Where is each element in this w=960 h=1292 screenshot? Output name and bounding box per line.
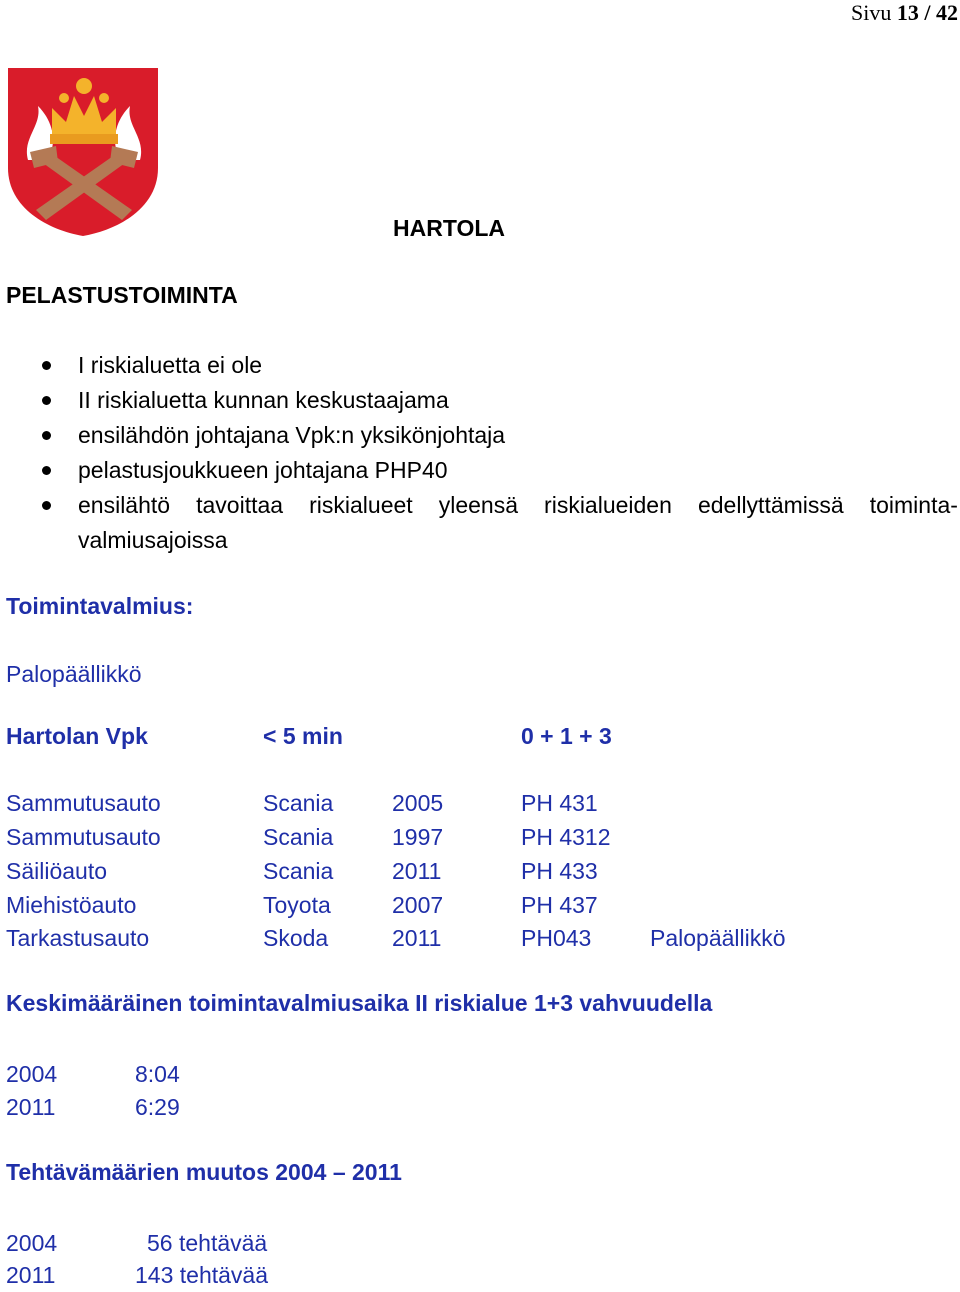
bullet-icon [42,466,51,475]
table-row: Sammutusauto Scania 1997 PH 4312 [6,824,611,850]
page-total: 42 [936,0,958,25]
table-row: Tarkastusauto Skoda 2011 PH043 Palopäällikkö [6,925,786,951]
section-heading: PELASTUSTOIMINTA [6,282,238,308]
readiness-heading: Toimintavalmius: [6,593,194,619]
list-item [0,488,960,557]
table-row: 2004 8:04 [6,1061,180,1087]
bullet-list [0,348,960,557]
bullet-icon [42,361,51,370]
page-title: HARTOLA [393,215,506,241]
chief-label: Palopäällikkö [6,661,142,687]
bullet-icon [42,431,51,440]
table-row: 2004 56 tehtävää [6,1230,268,1256]
page-number [851,0,958,26]
tasks-heading: Tehtävämäärien muutos 2004 – 2011 [6,1159,402,1185]
table-row: Miehistöauto Toyota 2007 PH 437 [6,892,598,918]
table-row: 2011 6:29 [6,1094,180,1120]
bullet-icon [42,396,51,405]
page-separator: / [924,0,931,25]
page-prefix: Sivu [851,0,892,25]
list-item: ensilähdön johtajana Vpk:n yksikönjohtaja [0,418,960,453]
station-row [0,719,960,753]
bullet-long-line2: valmiusajoissa [78,527,228,553]
table-row: 2011 143 tehtävää [6,1262,269,1288]
page-current: 13 [896,0,919,25]
table-row: Sammutusauto Scania 2005 PH 431 [6,790,598,816]
station-name: Hartolan Vpk [6,723,148,749]
list-item: II riskialuetta kunnan keskustaajama [0,383,960,418]
station-time: < 5 min [263,723,343,749]
station-crew: 0 + 1 + 3 [521,723,612,749]
list-item: I riskialuetta ei ole [0,348,960,383]
avg-heading: Keskimääräinen toimintavalmiusaika II riskialue 1+3 vahvuudella [6,990,713,1016]
bullet-long-line1: ensilähtö tavoittaa riskialueet yleensä riskialueiden edellyttämissä toiminta- [78,492,958,518]
bullet-icon [42,501,51,510]
table-row: Säiliöauto Scania 2011 PH 433 [6,858,598,884]
list-item: pelastusjoukkueen johtajana PHP40 [0,453,960,488]
hartola-coat-of-arms-icon [8,68,160,236]
